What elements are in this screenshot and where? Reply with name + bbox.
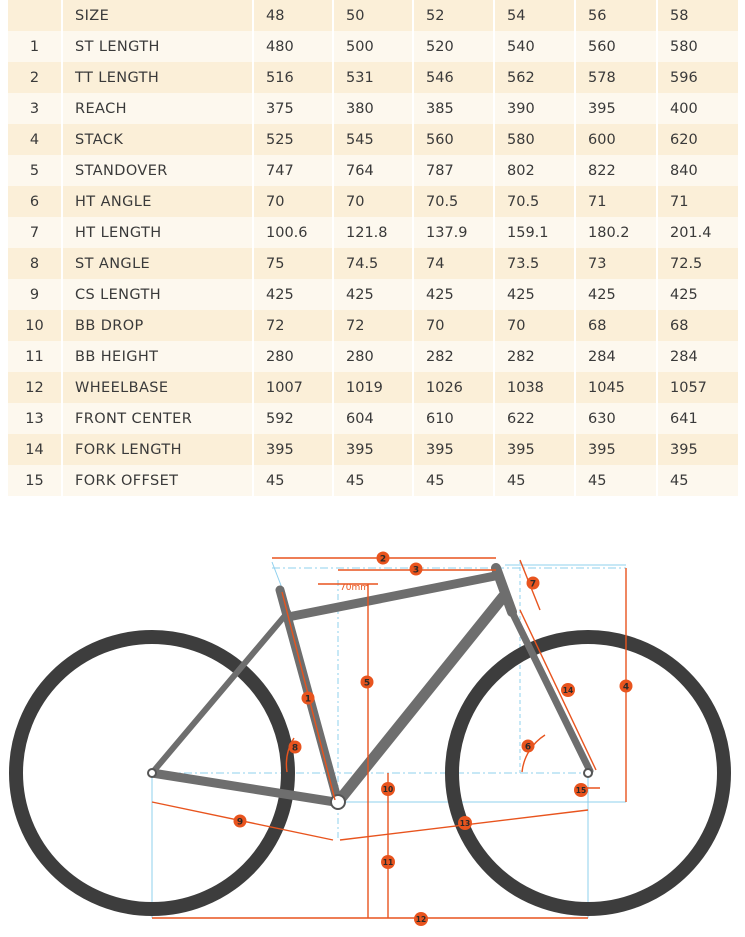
value-cell-size-58: 72.5 [658, 248, 738, 279]
value-cell-size-50: 1019 [334, 372, 412, 403]
row-number: 15 [8, 465, 61, 496]
value-cell-size-58: 68 [658, 310, 738, 341]
table-row [8, 434, 738, 465]
value-cell-size-50: 72 [334, 310, 412, 341]
value-cell-size-48: 592 [254, 403, 332, 434]
value-cell-size-54: 562 [495, 62, 574, 93]
table-row [8, 93, 738, 124]
svg-text:2: 2 [379, 554, 387, 565]
value-cell-size-52: 425 [414, 279, 493, 310]
value-cell-size-56: 395 [576, 93, 656, 124]
value-cell-size-56: 284 [576, 341, 656, 372]
value-cell-size-54: 73.5 [495, 248, 574, 279]
bottom-bracket [331, 795, 345, 809]
row-number: 6 [8, 186, 61, 217]
svg-text:9: 9 [236, 817, 244, 828]
value-cell-size-48: 100.6 [254, 217, 332, 248]
value-cell-size-48: 1007 [254, 372, 332, 403]
row-label: REACH [63, 93, 252, 124]
value-cell-size-54: 540 [495, 31, 574, 62]
value-cell-size-50: 764 [334, 155, 412, 186]
row-number: 1 [8, 31, 61, 62]
table-row [8, 186, 738, 217]
row-number: 7 [8, 217, 61, 248]
marker-1 [302, 692, 315, 705]
value-cell-size-58: 45 [658, 465, 738, 496]
row-label: BB DROP [63, 310, 252, 341]
value-cell-size-48: 72 [254, 310, 332, 341]
marker-5 [361, 676, 374, 689]
value-cell-size-54: 1038 [495, 372, 574, 403]
value-cell-size-58: 641 [658, 403, 738, 434]
value-cell-size-48: 280 [254, 341, 332, 372]
value-cell-size-48: 480 [254, 31, 332, 62]
table-row [8, 279, 738, 310]
value-cell-size-54: 622 [495, 403, 574, 434]
value-cell-size-56: 180.2 [576, 217, 656, 248]
geometry-table [6, 0, 740, 496]
row-label: FORK OFFSET [63, 465, 252, 496]
svg-text:4: 4 [622, 682, 630, 693]
value-cell-size-52: 45 [414, 465, 493, 496]
value-cell-size-58: 284 [658, 341, 738, 372]
value-cell-size-56: 68 [576, 310, 656, 341]
table-row [8, 248, 738, 279]
value-cell-size-48: 75 [254, 248, 332, 279]
value-cell-size-52: 395 [414, 434, 493, 465]
marker-12 [414, 912, 428, 926]
table-row [8, 341, 738, 372]
value-cell-size-50: 70 [334, 186, 412, 217]
seat-tube-extension [272, 562, 282, 588]
value-cell-size-56: 71 [576, 186, 656, 217]
value-cell-size-50: 45 [334, 465, 412, 496]
row-label: HT ANGLE [63, 186, 252, 217]
table-row [8, 310, 738, 341]
marker-2 [377, 552, 390, 565]
marker-7 [527, 577, 540, 590]
row-number: 13 [8, 403, 61, 434]
table-row [8, 31, 738, 62]
value-cell-size-58: 400 [658, 93, 738, 124]
table-header-row [8, 0, 738, 31]
value-cell-size-54: 282 [495, 341, 574, 372]
row-label: FORK LENGTH [63, 434, 252, 465]
value-cell-size-52: 74 [414, 248, 493, 279]
header-size-50: 50 [334, 0, 412, 31]
row-number: 11 [8, 341, 61, 372]
value-cell-size-56: 578 [576, 62, 656, 93]
svg-text:8: 8 [291, 743, 299, 754]
table-body [8, 31, 738, 496]
value-cell-size-56: 73 [576, 248, 656, 279]
table-row [8, 124, 738, 155]
value-cell-size-54: 802 [495, 155, 574, 186]
marker-11 [381, 855, 395, 869]
row-label: STANDOVER [63, 155, 252, 186]
seat-offset-label: 70mm [340, 583, 369, 593]
value-cell-size-56: 425 [576, 279, 656, 310]
value-cell-size-50: 500 [334, 31, 412, 62]
marker-4 [620, 680, 633, 693]
value-cell-size-58: 596 [658, 62, 738, 93]
top-tube [288, 576, 495, 617]
value-cell-size-58: 840 [658, 155, 738, 186]
table-row [8, 465, 738, 496]
value-cell-size-54: 45 [495, 465, 574, 496]
value-cell-size-52: 560 [414, 124, 493, 155]
row-label: CS LENGTH [63, 279, 252, 310]
value-cell-size-52: 137.9 [414, 217, 493, 248]
marker-14 [561, 683, 575, 697]
value-cell-size-48: 45 [254, 465, 332, 496]
value-cell-size-52: 787 [414, 155, 493, 186]
value-cell-size-54: 390 [495, 93, 574, 124]
row-number: 8 [8, 248, 61, 279]
header-size-58: 58 [658, 0, 738, 31]
value-cell-size-52: 282 [414, 341, 493, 372]
value-cell-size-50: 380 [334, 93, 412, 124]
value-cell-size-52: 70 [414, 310, 493, 341]
svg-text:15: 15 [575, 786, 587, 795]
value-cell-size-54: 395 [495, 434, 574, 465]
value-cell-size-58: 580 [658, 31, 738, 62]
svg-text:7: 7 [529, 579, 537, 590]
svg-text:6: 6 [524, 742, 532, 753]
header-size-label: SIZE [63, 0, 252, 31]
value-cell-size-56: 1045 [576, 372, 656, 403]
value-cell-size-54: 159.1 [495, 217, 574, 248]
marker-3 [410, 563, 423, 576]
value-cell-size-58: 1057 [658, 372, 738, 403]
marker-9 [234, 815, 247, 828]
value-cell-size-52: 610 [414, 403, 493, 434]
marker-10 [381, 782, 395, 796]
value-cell-size-50: 280 [334, 341, 412, 372]
row-number: 14 [8, 434, 61, 465]
svg-text:1: 1 [304, 694, 312, 705]
header-size-56: 56 [576, 0, 656, 31]
value-cell-size-56: 395 [576, 434, 656, 465]
chain-stay [152, 773, 335, 802]
marker-15 [574, 783, 588, 797]
row-number: 10 [8, 310, 61, 341]
value-cell-size-50: 604 [334, 403, 412, 434]
value-cell-size-58: 425 [658, 279, 738, 310]
row-number: 2 [8, 62, 61, 93]
svg-text:5: 5 [363, 678, 371, 689]
rear-dropout [148, 769, 156, 777]
value-cell-size-52: 70.5 [414, 186, 493, 217]
svg-text:3: 3 [412, 565, 420, 576]
value-cell-size-48: 375 [254, 93, 332, 124]
row-label: WHEELBASE [63, 372, 252, 403]
value-cell-size-48: 395 [254, 434, 332, 465]
value-cell-size-58: 201.4 [658, 217, 738, 248]
svg-text:12: 12 [415, 915, 427, 924]
value-cell-size-58: 620 [658, 124, 738, 155]
value-cell-size-56: 822 [576, 155, 656, 186]
value-cell-size-56: 630 [576, 403, 656, 434]
value-cell-size-58: 71 [658, 186, 738, 217]
row-number: 3 [8, 93, 61, 124]
svg-text:10: 10 [382, 785, 394, 794]
row-number: 9 [8, 279, 61, 310]
table-row [8, 62, 738, 93]
header-num-cell [8, 0, 61, 31]
marker-8 [289, 741, 302, 754]
value-cell-size-50: 425 [334, 279, 412, 310]
marker-13 [458, 816, 472, 830]
value-cell-size-52: 546 [414, 62, 493, 93]
row-number: 12 [8, 372, 61, 403]
table-row [8, 155, 738, 186]
value-cell-size-50: 121.8 [334, 217, 412, 248]
value-cell-size-48: 425 [254, 279, 332, 310]
svg-text:11: 11 [382, 858, 394, 867]
header-size-54: 54 [495, 0, 574, 31]
table-row [8, 372, 738, 403]
svg-text:13: 13 [459, 819, 471, 828]
value-cell-size-52: 385 [414, 93, 493, 124]
value-cell-size-50: 74.5 [334, 248, 412, 279]
row-label: STACK [63, 124, 252, 155]
value-cell-size-54: 70.5 [495, 186, 574, 217]
value-cell-size-54: 70 [495, 310, 574, 341]
value-cell-size-54: 580 [495, 124, 574, 155]
row-label: BB HEIGHT [63, 341, 252, 372]
value-cell-size-56: 560 [576, 31, 656, 62]
front-dropout [584, 769, 592, 777]
value-cell-size-54: 425 [495, 279, 574, 310]
value-cell-size-48: 70 [254, 186, 332, 217]
header-size-52: 52 [414, 0, 493, 31]
row-label: TT LENGTH [63, 62, 252, 93]
value-cell-size-48: 516 [254, 62, 332, 93]
row-number: 4 [8, 124, 61, 155]
table-row [8, 217, 738, 248]
row-label: ST ANGLE [63, 248, 252, 279]
header-size-48: 48 [254, 0, 332, 31]
value-cell-size-58: 395 [658, 434, 738, 465]
row-label: FRONT CENTER [63, 403, 252, 434]
row-number: 5 [8, 155, 61, 186]
table-row [8, 403, 738, 434]
value-cell-size-50: 545 [334, 124, 412, 155]
value-cell-size-48: 747 [254, 155, 332, 186]
row-label: HT LENGTH [63, 217, 252, 248]
value-cell-size-48: 525 [254, 124, 332, 155]
value-cell-size-50: 531 [334, 62, 412, 93]
row-label: ST LENGTH [63, 31, 252, 62]
value-cell-size-52: 1026 [414, 372, 493, 403]
value-cell-size-52: 520 [414, 31, 493, 62]
marker-6 [522, 740, 535, 753]
value-cell-size-56: 600 [576, 124, 656, 155]
value-cell-size-56: 45 [576, 465, 656, 496]
bike-geometry-diagram [0, 500, 745, 937]
svg-text:14: 14 [562, 686, 574, 695]
value-cell-size-50: 395 [334, 434, 412, 465]
